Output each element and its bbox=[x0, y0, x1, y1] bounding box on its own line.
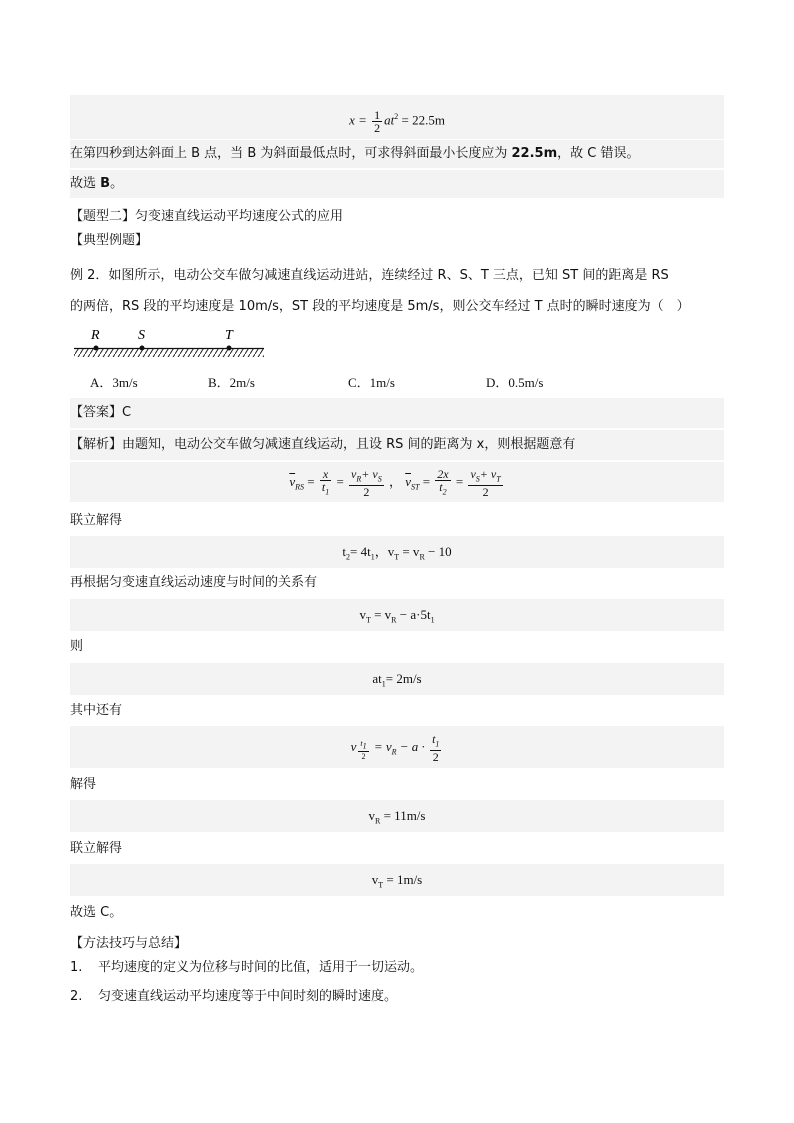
analysis-line: 【解析】由题知，电动公交车做匀减速直线运动，且设 RS 间的距离为 x，则根据题意有 bbox=[70, 430, 724, 460]
option-c[interactable]: C．1m/s bbox=[348, 375, 395, 390]
text-solve-1: 联立解得 bbox=[70, 513, 123, 528]
question-line-1: 例 2．如图所示，电动公交车做匀减速直线运动进站，连续经过 R、S、T 三点，已知 ST 间的距离是 RS bbox=[70, 268, 669, 283]
label-t: T bbox=[225, 328, 233, 343]
section-subtitle: 【典型例题】 bbox=[70, 233, 149, 248]
method-item-1: 1. 平均速度的定义为位移与时间的比值，适用于一切运动。 bbox=[70, 960, 424, 975]
option-a[interactable]: A．3m/s bbox=[90, 375, 138, 390]
text-then: 则 bbox=[70, 639, 84, 654]
text-line-choice: 故选 B。 bbox=[70, 170, 724, 198]
text-also: 其中还有 bbox=[70, 703, 123, 718]
label-s: S bbox=[138, 328, 145, 343]
question-line-2: 的两倍，RS 段的平均速度是 10m/s，ST 段的平均速度是 5m/s，则公交车经过 T 点时的瞬时速度为（ ） bbox=[70, 299, 690, 314]
method-title: 【方法技巧与总结】 bbox=[70, 936, 188, 951]
text-relation: 再根据匀变速直线运动速度与时间的关系有 bbox=[70, 575, 318, 590]
equation-displacement: x = $\frac{1}{2}$ $at^2 = 22.5m$ bbox=[70, 95, 724, 139]
eq-lhs: x = bbox=[349, 112, 367, 128]
option-b[interactable]: B．2m/s bbox=[208, 375, 255, 390]
figure-road bbox=[70, 322, 724, 364]
text-line-conclusion: 在第四秒到达斜面上 B 点，当 B 为斜面最低点时，可求得斜面最小长度应为 22.5m，故 C 错误。 bbox=[70, 140, 724, 168]
equation-t2: $t_2= 4t_1$，$v_T = v_R - 10$ bbox=[70, 536, 724, 568]
options-row bbox=[70, 372, 724, 392]
text-solve-3: 联立解得 bbox=[70, 841, 123, 856]
method-item-2: 2. 匀变速直线运动平均速度等于中间时刻的瞬时速度。 bbox=[70, 989, 398, 1004]
equation-vt-result: $v_T = 1m/s$ bbox=[70, 864, 724, 896]
road-diagram bbox=[70, 322, 270, 364]
text-solve-2: 解得 bbox=[70, 777, 97, 792]
text-final-choice: 故选 C。 bbox=[70, 905, 123, 920]
section-title: 【题型二】匀变速直线运动平均速度公式的应用 bbox=[70, 209, 344, 224]
option-d[interactable]: D．0.5m/s bbox=[486, 375, 544, 390]
equation-average-velocity: $\overline{v}_{RS}$ = $\frac{x}{t_1}$ = $\frac{v_R+ v_S}{2}$ ， $\overline{v}_{ST}$ = $\frac{2x}{t_2}$ = $\frac{v_S+ v_T}{2}$ bbox=[70, 462, 724, 502]
equation-vr: $v_R = 11m/s$ bbox=[70, 800, 724, 832]
label-r: R bbox=[91, 328, 100, 343]
road-hatch bbox=[74, 349, 264, 357]
answer-line: 【答案】C bbox=[70, 398, 724, 428]
equation-mid-velocity: v $\frac{t_1}{2}$ = $v_R - a$ · $\frac{t_1}{2}$ bbox=[70, 726, 724, 768]
fraction: $\frac{1}{2}$ bbox=[374, 107, 381, 135]
equation-vt: $v_T = v_R - a\cdot 5t_1$ bbox=[70, 599, 724, 631]
equation-at1: $at_1= 2m/s$ bbox=[70, 663, 724, 695]
